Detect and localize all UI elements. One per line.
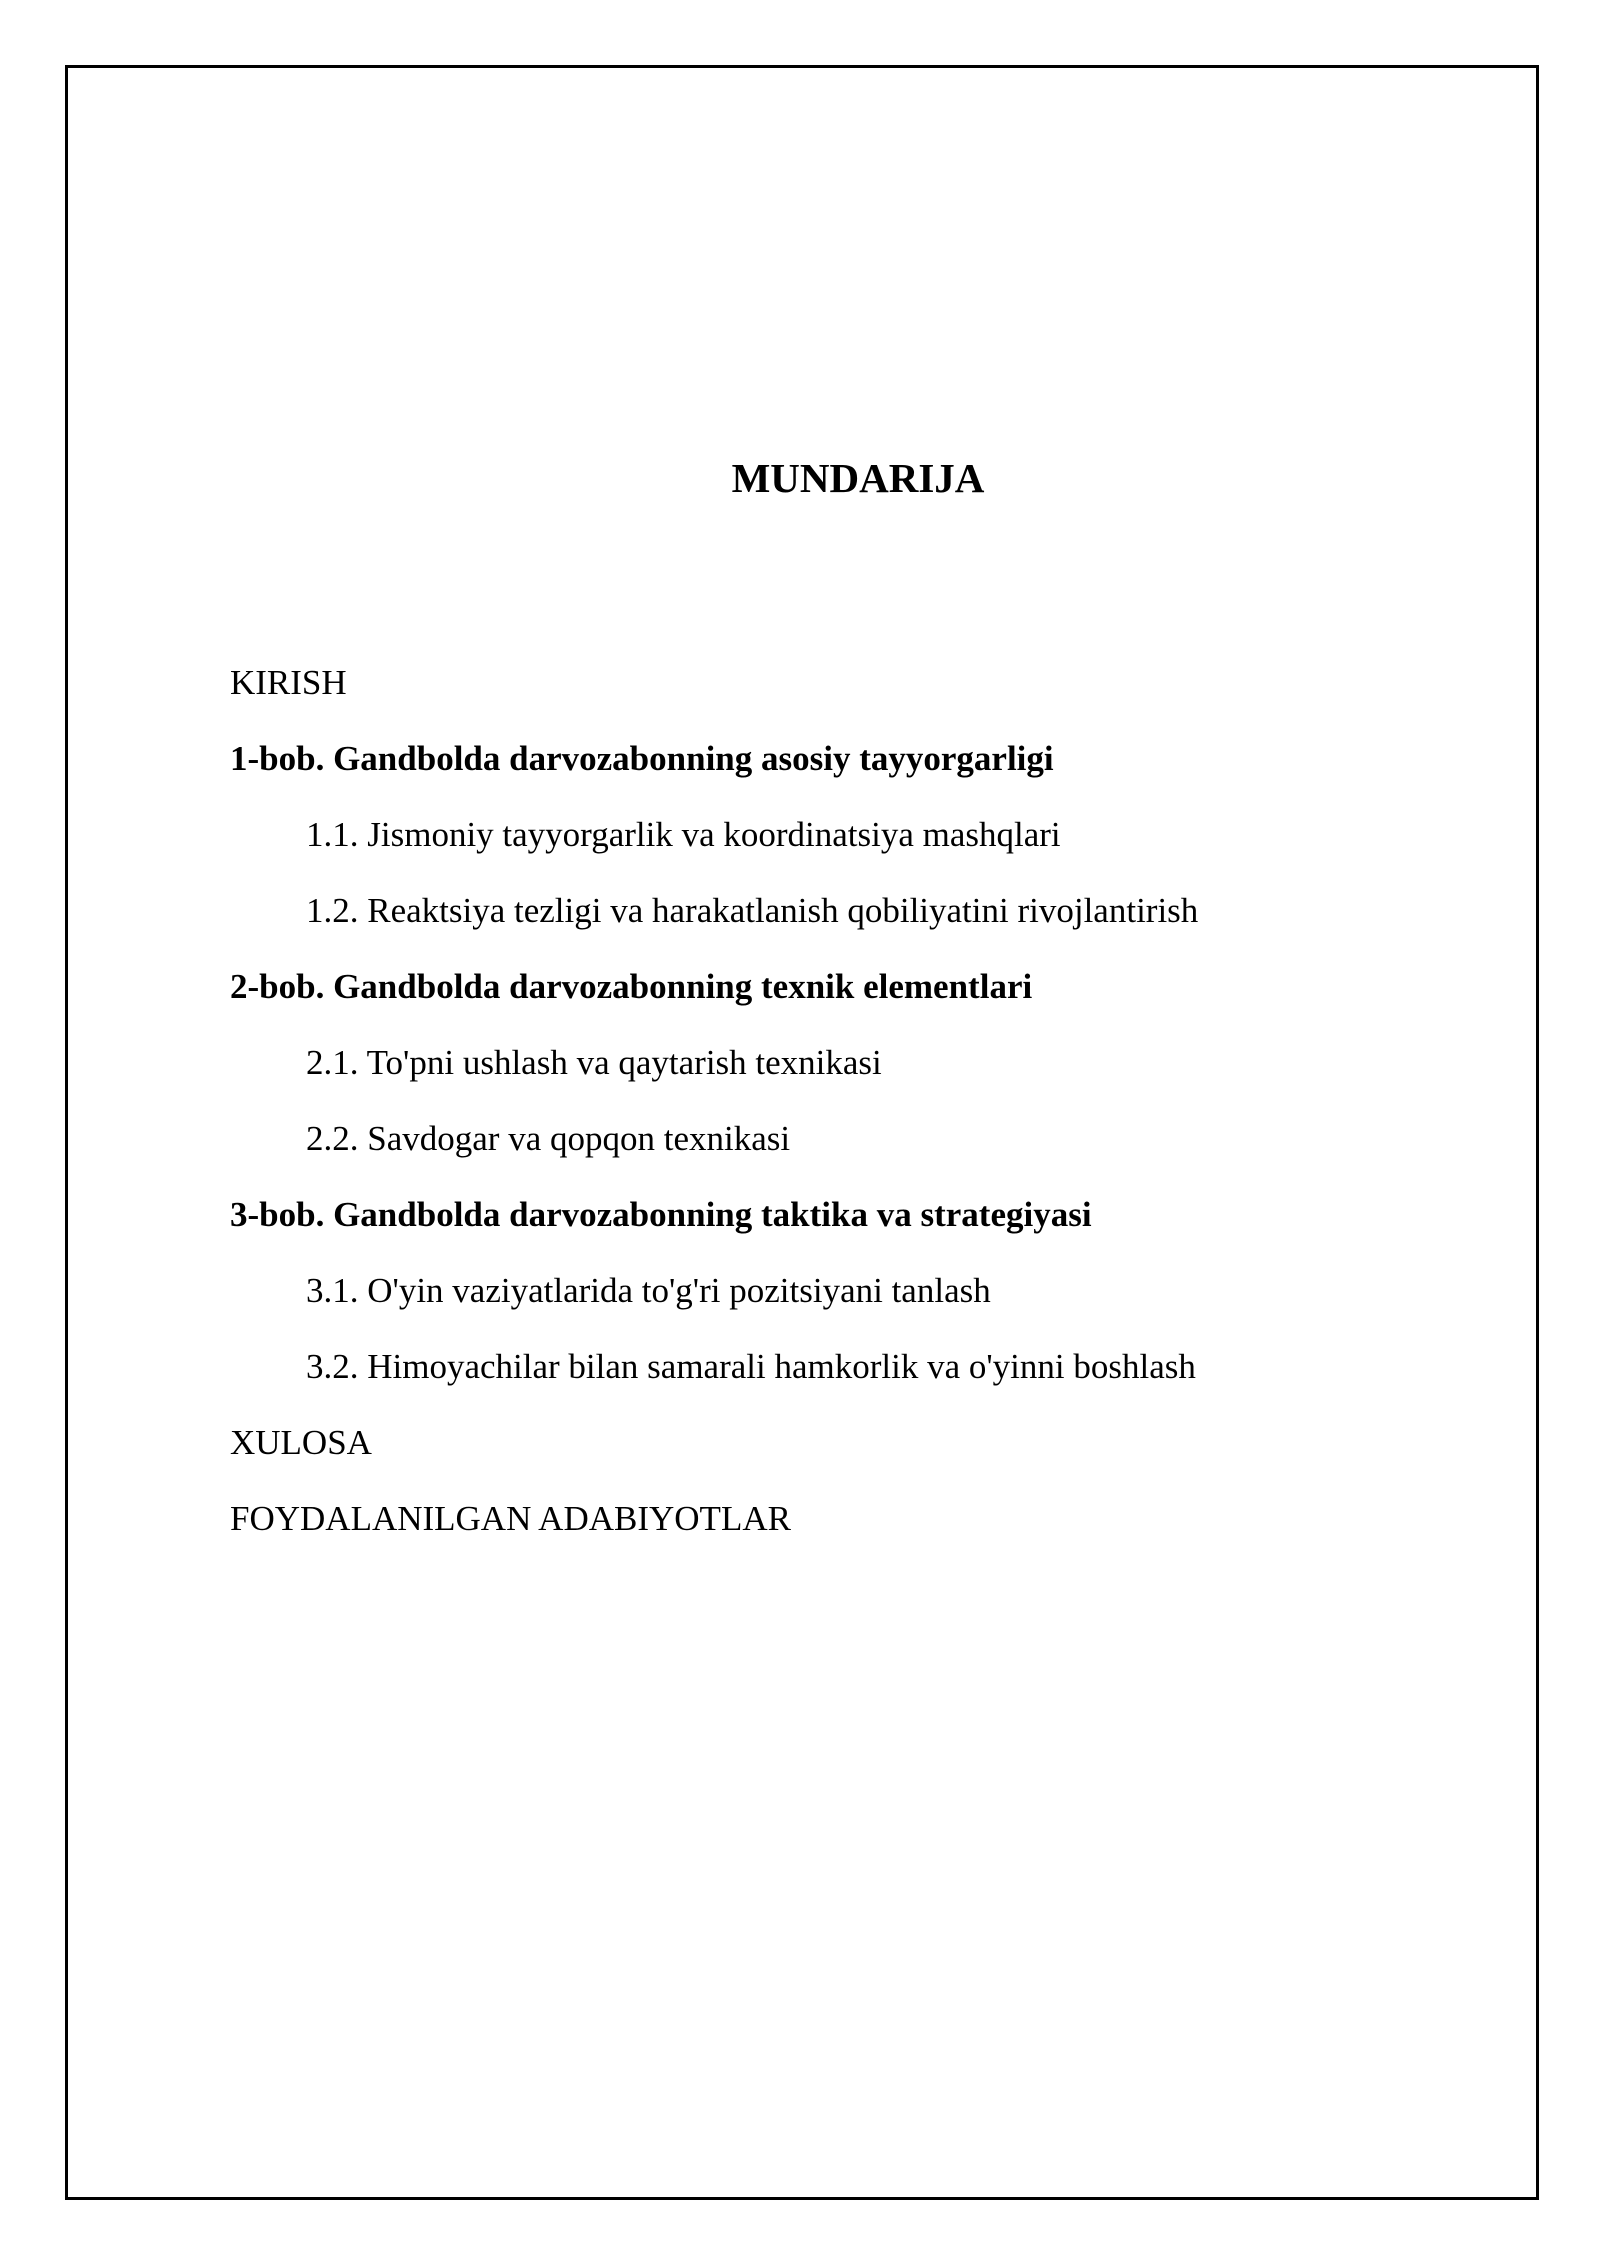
- toc-chapter-1: 1-bob. Gandbolda darvozabonning asosiy tayyorgarligi: [230, 739, 1054, 778]
- toc-item-introduction: KIRISH: [230, 663, 347, 702]
- table-of-contents: [230, 645, 1198, 1557]
- toc-chapter-2: 2-bob. Gandbolda darvozabonning texnik elementlari: [230, 967, 1033, 1006]
- toc-section-2-1: 2.1. To'pni ushlash va qaytarish texnikasi: [306, 1043, 882, 1082]
- toc-item-references: FOYDALANILGAN ADABIYOTLAR: [230, 1499, 791, 1538]
- toc-section-1-2: 1.2. Reaktsiya tezligi va harakatlanish qobiliyatini rivojlantirish: [306, 891, 1199, 930]
- toc-section-3-1: 3.1. O'yin vaziyatlarida to'g'ri pozitsiyani tanlash: [306, 1271, 991, 1310]
- toc-section-2-2: 2.2. Savdogar va qopqon texnikasi: [306, 1119, 791, 1158]
- toc-item-conclusion: XULOSA: [230, 1423, 372, 1462]
- toc-section-1-1: 1.1. Jismoniy tayyorgarlik va koordinatsiya mashqlari: [306, 815, 1061, 854]
- page-title: MUNDARIJA: [731, 455, 985, 501]
- toc-section-3-2: 3.2. Himoyachilar bilan samarali hamkorlik va o'yinni boshlash: [306, 1347, 1196, 1386]
- toc-chapter-3: 3-bob. Gandbolda darvozabonning taktika va strategiyasi: [230, 1195, 1092, 1234]
